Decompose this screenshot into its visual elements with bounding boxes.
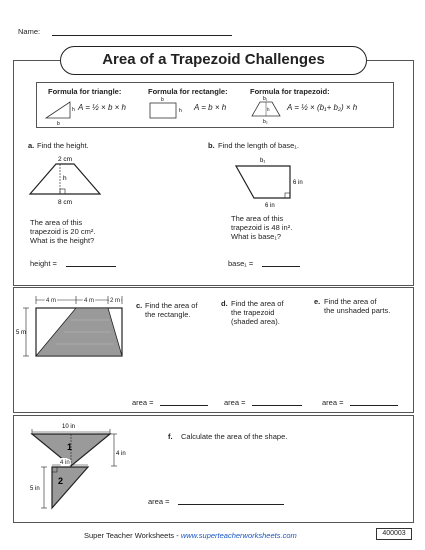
- problem-f-letter: f.: [168, 432, 173, 441]
- worksheet-code: 400003: [376, 528, 412, 540]
- problem-d-answer-label: area =: [224, 398, 246, 407]
- dim-4m-a-label: 4 m: [46, 298, 57, 304]
- composite-shape-figure: [20, 420, 130, 516]
- problem-a-h-label: h: [63, 175, 67, 182]
- problem-d-text-3: (shaded area).: [231, 317, 280, 326]
- trapezoid-icon: [250, 96, 284, 125]
- problem-e-answer-line[interactable]: [350, 405, 398, 406]
- triangle-b-label: b: [57, 121, 60, 127]
- problem-d-text-2: the trapezoid: [231, 308, 275, 317]
- trapezoid-b2-label: b₂: [263, 119, 268, 125]
- rectangle-b-label: b: [161, 97, 164, 103]
- shape-2-label: 2: [58, 476, 64, 486]
- problem-c-answer-label: area =: [132, 398, 154, 407]
- problem-b-bottom-label: 6 in: [265, 203, 275, 209]
- problem-b-letter: b.: [208, 141, 215, 150]
- problem-d-answer-line[interactable]: [252, 405, 302, 406]
- problem-e-letter: e.: [314, 297, 321, 306]
- problem-e-text-2: the unshaded parts.: [324, 306, 391, 315]
- problem-b-text-3: What is base₁?: [231, 232, 282, 241]
- dim-4in-right-label: 4 in: [116, 451, 126, 457]
- problem-c-letter: c.: [136, 301, 143, 310]
- dim-5in-label: 5 in: [30, 486, 40, 492]
- problem-a-bottom-label: 8 cm: [58, 199, 73, 206]
- problem-d-letter: d.: [221, 299, 228, 308]
- name-field-line[interactable]: [52, 35, 232, 36]
- problem-a-letter: a.: [28, 141, 35, 150]
- triangle-formula: A = ½ × b × h: [78, 103, 126, 112]
- problem-f-answer-label: area =: [148, 497, 170, 506]
- problem-f-answer-line[interactable]: [178, 504, 284, 505]
- problem-a-answer-line[interactable]: [66, 266, 116, 267]
- rectangle-trapezoid-figure: [16, 292, 132, 364]
- triangle-icon: [44, 98, 75, 127]
- problem-b-trapezoid: [232, 154, 312, 210]
- problem-b-top-label: b₁: [260, 158, 266, 164]
- dim-4in-mid-label: 4 in: [60, 460, 70, 466]
- triangle-h-label: h: [72, 107, 75, 113]
- dim-4m-b-label: 4 m: [84, 298, 95, 304]
- problem-a-text-2: trapezoid is 20 cm².: [30, 227, 96, 236]
- footer-brand: Super Teacher Worksheets -: [84, 531, 181, 540]
- page-title: Area of a Trapezoid Challenges: [60, 46, 367, 75]
- shape-1-label: 1: [67, 442, 73, 452]
- name-label: Name:: [18, 27, 41, 36]
- problem-a-top-label: 2 cm: [58, 156, 73, 163]
- dim-2m-label: 2 m: [110, 298, 121, 304]
- problem-b-answer-line[interactable]: [262, 266, 300, 267]
- dim-10in-label: 10 in: [62, 424, 76, 430]
- trapezoid-b1-label: b₁: [263, 96, 268, 102]
- problem-f-prompt: Calculate the area of the shape.: [181, 432, 288, 441]
- triangle-formula-label: Formula for triangle:: [48, 87, 122, 96]
- trapezoid-formula: A = ½ × (b₁+ b₂) × h: [287, 103, 358, 112]
- problem-a-answer-label: height =: [30, 259, 57, 268]
- problem-b-text-1: The area of this: [231, 214, 284, 223]
- problem-a-text-3: What is the height?: [30, 236, 95, 245]
- rectangle-formula: A = b × h: [194, 103, 227, 112]
- rectangle-icon: [148, 98, 180, 120]
- problem-b-prompt: Find the length of base₁.: [218, 141, 299, 150]
- problem-b-answer-label: base₁ =: [228, 259, 254, 268]
- footer-url-link[interactable]: www.superteacherworksheets.com: [180, 531, 297, 540]
- problem-e-text-1: Find the area of: [324, 297, 377, 306]
- problem-a-text-1: The area of this: [30, 218, 83, 227]
- problem-a-prompt: Find the height.: [37, 141, 89, 150]
- rectangle-h-label: h: [179, 108, 182, 114]
- problem-b-side-label: 6 in: [293, 180, 303, 186]
- trapezoid-h-label: h: [267, 107, 270, 112]
- problem-a-trapezoid: [28, 152, 108, 210]
- problem-e-answer-label: area =: [322, 398, 344, 407]
- rectangle-formula-label: Formula for rectangle:: [148, 87, 228, 96]
- problem-c-text-2: the rectangle.: [145, 310, 191, 319]
- dim-5m-label: 5 m: [16, 330, 27, 336]
- problem-b-text-2: trapezoid is 48 in².: [231, 223, 293, 232]
- problem-c-answer-line[interactable]: [160, 405, 208, 406]
- problem-d-text-1: Find the area of: [231, 299, 284, 308]
- trapezoid-formula-label: Formula for trapezoid:: [250, 87, 330, 96]
- problem-c-text-1: Find the area of: [145, 301, 198, 310]
- footer-credit: [84, 531, 297, 540]
